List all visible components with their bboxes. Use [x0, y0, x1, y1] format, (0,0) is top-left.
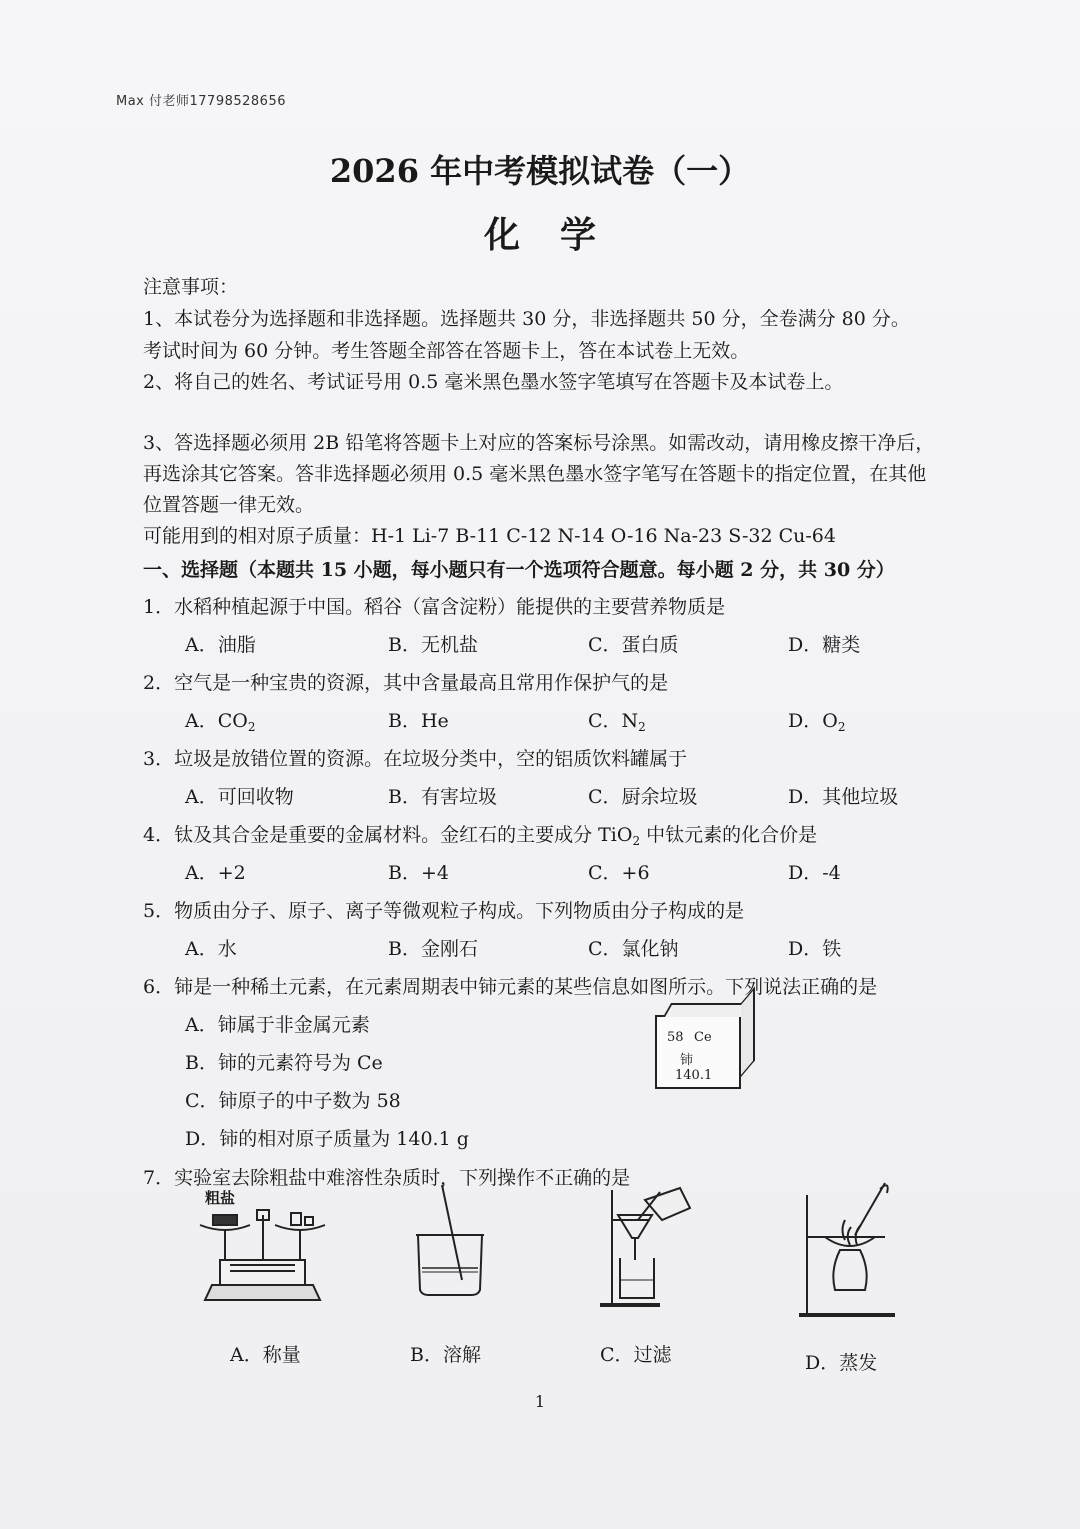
option: D．-4 — [788, 862, 841, 884]
notice-heading: 注意事项： — [143, 276, 239, 298]
option: A．油脂 — [185, 634, 256, 656]
option: A．铈属于非金属元素 — [185, 1014, 370, 1036]
balance-illustration — [195, 1205, 330, 1310]
beaker-stir-illustration — [410, 1180, 490, 1300]
option: A．+2 — [185, 862, 246, 884]
subject-title: 化学 — [483, 214, 636, 256]
notice-item: 考试时间为 60 分钟。考生答题全部答在答题卡上，答在本试卷上无效。 — [143, 340, 750, 362]
option: B．铈的元素符号为 Ce — [185, 1052, 383, 1074]
option: D．糖类 — [788, 634, 861, 656]
option: D．铈的相对原子质量为 140.1 g — [185, 1128, 469, 1150]
option: A．可回收物 — [185, 786, 294, 808]
option: C．$N_2$ — [588, 710, 646, 734]
notice-item: 2、将自己的姓名、考试证号用 0.5 毫米黑色墨水签字笔填写在答题卡及本试卷上。 — [143, 371, 844, 393]
option: D．$O_2$ — [788, 710, 846, 734]
element-symbol: Ce — [694, 1030, 712, 1045]
watermark: Max 付老师17798528656 — [116, 94, 286, 109]
element-mass: 140.1 — [675, 1068, 713, 1083]
page-title: 2026 年中考模拟试卷（一） — [329, 152, 751, 190]
option: C．铈原子的中子数为 58 — [185, 1090, 401, 1112]
option: B．有害垃圾 — [388, 786, 497, 808]
option: D．其他垃圾 — [788, 786, 899, 808]
page-number: 1 — [534, 1392, 546, 1411]
option: C．厨余垃圾 — [588, 786, 698, 808]
element-name: 铈 — [680, 1053, 694, 1068]
atomic-mass: 可能用到的相对原子质量：H-1 Li-7 B-11 C-12 N-14 O-16 Na-23 S-32 Cu-64 — [143, 525, 836, 547]
option: C．氯化钠 — [588, 938, 679, 960]
question-stem: 1．水稻种植起源于中国。稻谷（富含淀粉）能提供的主要营养物质是 — [143, 596, 726, 618]
notice-item: 位置答题一律无效。 — [143, 494, 315, 516]
option: B．He — [388, 710, 449, 732]
notice-item: 再选涂其它答案。答非选择题必须用 0.5 毫米黑色墨水签字笔写在答题卡的指定位置，在其他 — [143, 463, 927, 485]
option: B．+4 — [388, 862, 449, 884]
section-heading: 一、选择题（本题共 15 小题，每小题只有一个选项符合题意。每小题 2 分，共 30 分） — [143, 559, 895, 581]
notice-item: 1、本试卷分为选择题和非选择题。选择题共 30 分，非选择题共 50 分，全卷满分 80 分。 — [143, 308, 910, 330]
question-stem: 2．空气是一种宝贵的资源，其中含量最高且常用作保护气的是 — [143, 672, 669, 694]
option: B．无机盐 — [388, 634, 478, 656]
question-stem: 7．实验室去除粗盐中难溶性杂质时，下列操作不正确的是 — [143, 1167, 631, 1189]
option: D．铁 — [788, 938, 842, 960]
crude-salt-label: 粗盐 — [205, 1189, 236, 1207]
question-stem: 4．钛及其合金是重要的金属材料。金红石的主要成分 TiO$_2$ 中钛元素的化合价是 — [143, 824, 818, 848]
option: A．水 — [185, 938, 237, 960]
evaporation-illustration — [795, 1175, 905, 1325]
option: B．金刚石 — [388, 938, 478, 960]
element-number: 58 — [667, 1030, 684, 1045]
notice-item: 3、答选择题必须用 2B 铅笔将答题卡上对应的答案标号涂黑。如需改动，请用橡皮擦干净后， — [143, 432, 935, 454]
option: B．溶解 — [410, 1344, 481, 1366]
option: D．蒸发 — [805, 1352, 878, 1374]
question-stem: 3．垃圾是放错位置的资源。在垃圾分类中，空的铝质饮料罐属于 — [143, 748, 688, 770]
option: A．称量 — [230, 1344, 301, 1366]
option: C．过滤 — [600, 1344, 672, 1366]
option: C．蛋白质 — [588, 634, 679, 656]
filtration-illustration — [590, 1180, 700, 1320]
option: C．+6 — [588, 862, 650, 884]
option: A．$CO_2$ — [185, 710, 256, 734]
question-stem: 6．铈是一种稀土元素，在元素周期表中铈元素的某些信息如图所示。下列说法正确的是 — [143, 976, 878, 998]
question-stem: 5．物质由分子、原子、离子等微观粒子构成。下列物质由分子构成的是 — [143, 900, 745, 922]
